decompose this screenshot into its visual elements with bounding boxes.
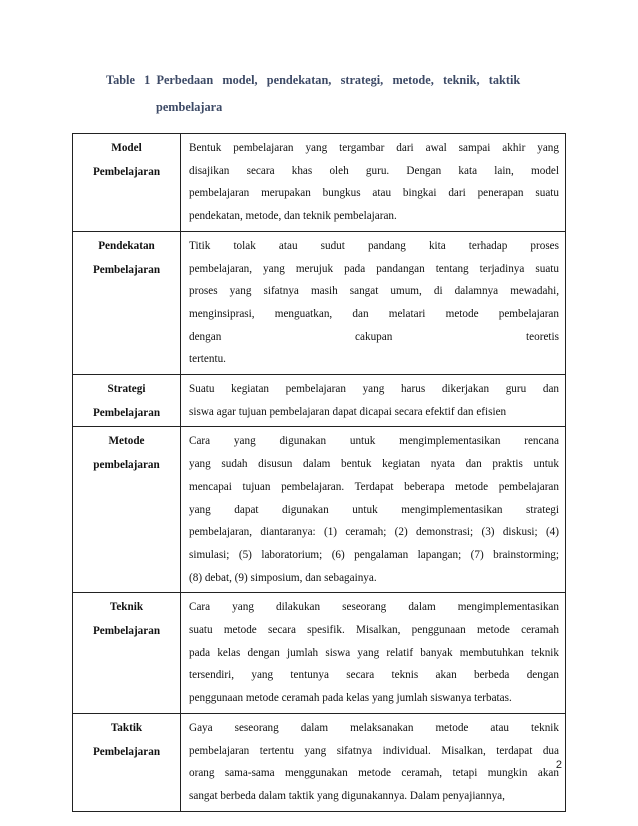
definition-line: menginsiprasi, menguatkan, dan melatari metode pembelajaran [189,307,559,320]
term-cell [73,713,181,811]
comparison-table [72,133,566,812]
term-label: Pembelajaran [92,407,161,420]
term-cell [73,134,181,232]
definition-line: disajikan secara khas oleh guru. Dengan kata lain, model [189,164,559,177]
page-number: 2 [555,759,562,771]
definition-line: pada kelas dengan jumlah siswa yang relatif banyak membutuhkan teknik [189,646,559,659]
term-label: Pembelajaran [92,625,161,638]
definition-line: pendekatan, metode, dan teknik pembelajaran. [189,210,397,223]
table-row [73,375,566,427]
term-cell [73,593,181,714]
definition-line: yang sudah disusun dalam bentuk kegiatan nyata dan praktis untuk [189,458,559,471]
definition-line: dengan cakupan teoretis [189,330,559,343]
table-row [73,231,566,374]
definition-line: siswa agar tujuan pembelajaran dapat dicapai secara efektif dan efisien [189,405,507,418]
table-row [73,713,566,811]
comparison-table-body [73,134,566,812]
definition-line: Cara yang digunakan untuk mengimplementasikan rencana [189,435,559,448]
definition-line: penggunaan metode ceramah pada kelas yang jumlah siswanya terbatas. [189,692,512,705]
term-label: Pembelajaran [92,263,161,276]
definition-line: Gaya seseorang dalam melaksanakan metode atau teknik [189,721,559,734]
definition-line: tersendiri, yang tentunya secara teknis akan berbeda dengan [189,669,559,682]
definition-cell [181,713,566,811]
definition-line: pembelajaran, diantaranya: (1) ceramah; (2) demonstrasi; (3) diskusi; (4) [189,526,559,539]
definition-cell [181,375,566,427]
term-label: Pendekatan [98,239,155,252]
definition-line: proses yang sifatnya masih sangat umum, di dalamnya mewadahi, [189,285,559,298]
definition-line: Suatu kegiatan pembelajaran yang harus dikerjakan guru dan [189,383,559,396]
definition-line: yang dapat digunakan untuk mengimplementasikan strategi [189,503,559,516]
term-cell [73,231,181,374]
table-caption-line-2: pembelajara [156,100,223,114]
definition-cell [181,231,566,374]
definition-line: Bentuk pembelajaran yang tergambar dari awal sampai akhir yang [189,142,559,154]
term-label: pembelajaran [93,459,160,472]
term-label: Strategi [107,383,146,396]
term-label: Taktik [110,721,143,734]
definition-line: sangat berbeda dalam taktik yang digunakannya. Dalam penyajiannya, [189,789,505,802]
definition-cell [181,134,566,232]
term-label: Model [111,142,142,154]
definition-cell [181,427,566,593]
definition-line: pembelajaran, yang merujuk pada pandangan tentang terjadinya suatu [189,262,559,275]
term-cell [73,375,181,427]
table-caption-line-1: Table 1 Perbedaan model, pendekatan, strategi, metode, teknik, taktik [106,73,521,87]
definition-cell [181,593,566,714]
definition-line: tertentu. [189,353,226,366]
definition-line: suatu metode secara spesifik. Misalkan, penggunaan metode ceramah [189,624,559,637]
definition-line: orang sama-sama menggunakan metode ceramah, tetapi mungkin akan [189,767,559,780]
table-caption [106,70,566,117]
term-cell [73,427,181,593]
term-label: Teknik [109,601,144,614]
definition-line: pembelajaran merupakan bungkus atau bingkai dari penerapan suatu [189,187,559,200]
table-row [73,134,566,232]
definition-line: Cara yang dilakukan seseorang dalam mengimplementasikan [189,601,559,614]
definition-line: simulasi; (5) laboratorium; (6) pengalaman lapangan; (7) brainstorming; [189,548,559,561]
definition-line: Titik tolak atau sudut pandang kita terhadap proses [189,239,559,252]
term-label: Pembelajaran [92,745,161,758]
definition-line: mencapai tujuan pembelajaran. Terdapat beberapa metode pembelajaran [189,480,559,493]
table-row [73,427,566,593]
definition-line: (8) debat, (9) simposium, dan sebagainya. [189,571,377,584]
term-label: Pembelajaran [92,166,161,178]
term-label: Metode [108,435,145,448]
definition-line: pembelajaran tertentu yang sifatnya individual. Misalkan, terdapat dua [189,744,559,757]
table-row [73,593,566,714]
